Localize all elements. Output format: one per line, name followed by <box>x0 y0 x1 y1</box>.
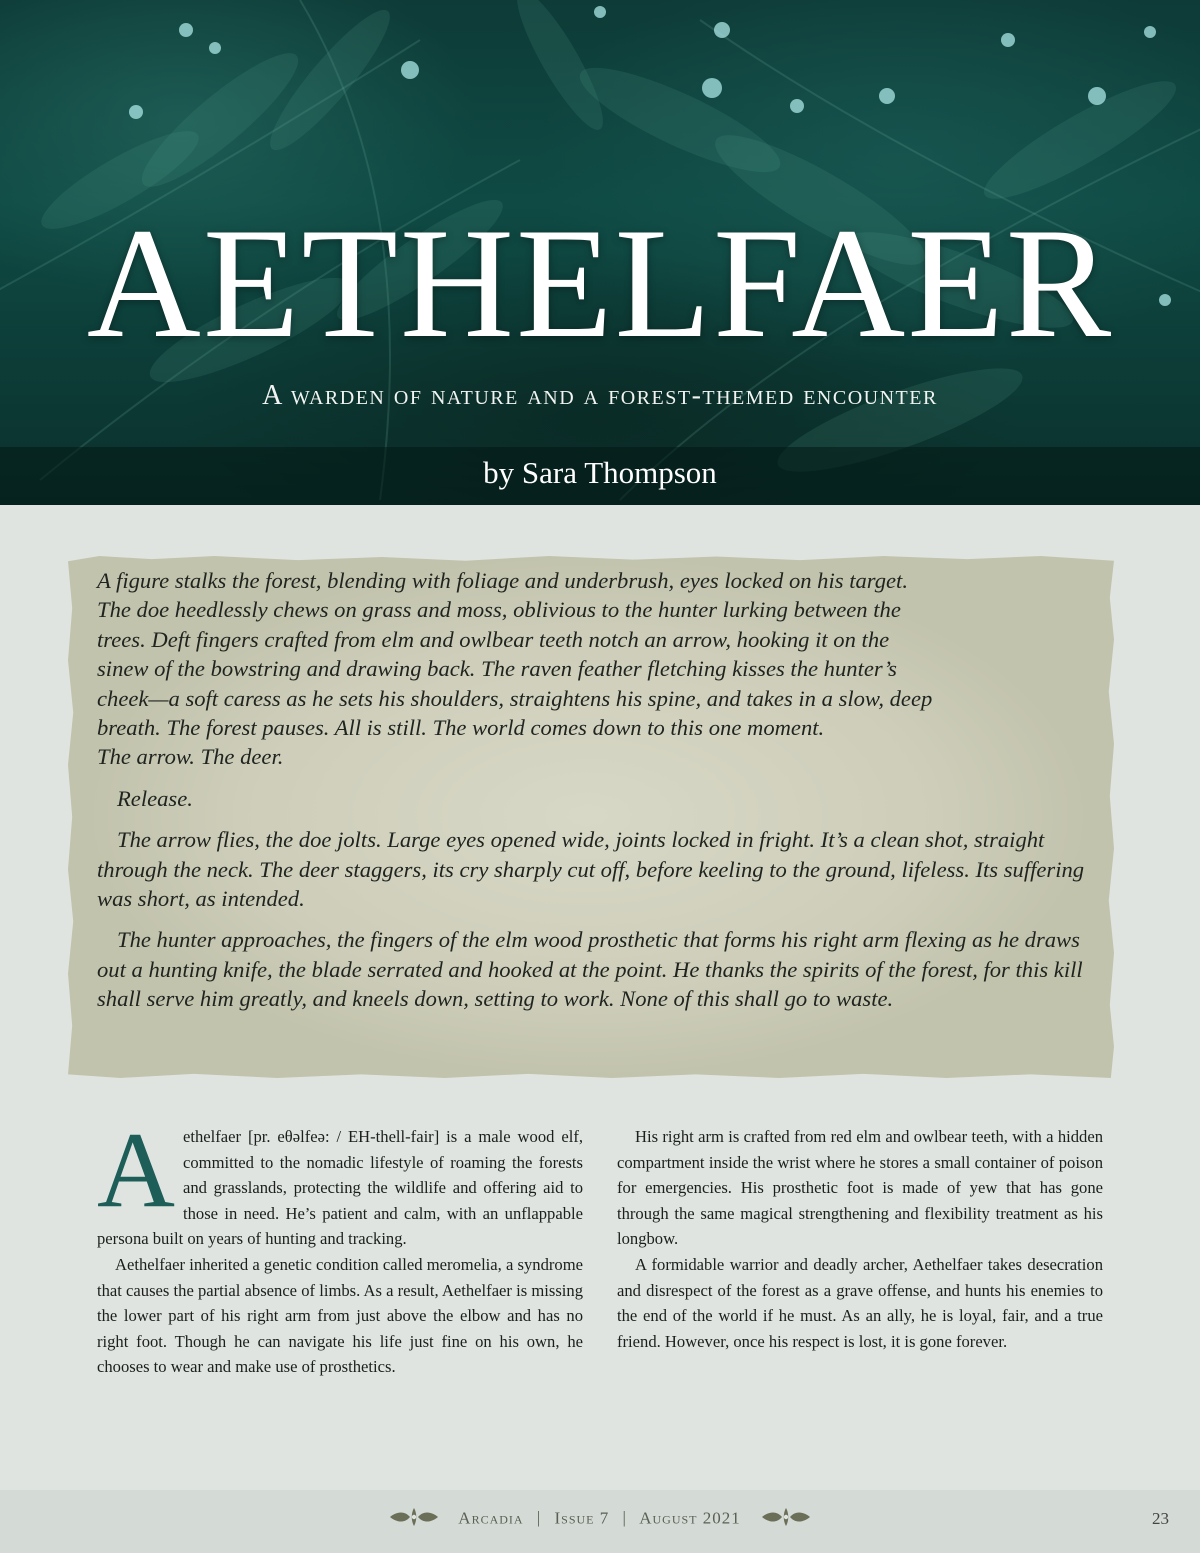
footer <box>0 1506 1200 1533</box>
drop-cap: A <box>97 1111 175 1230</box>
intro-line: breath. The forest pauses. All is still. The world comes down to this one moment. <box>97 715 825 741</box>
intro-text <box>97 566 1103 1014</box>
intro-line: sinew of the bowstring and drawing back. The raven feather fletching kisses the hunter’s <box>97 656 897 682</box>
body-column-left <box>97 1111 583 1380</box>
footer-date: August 2021 <box>639 1508 741 1528</box>
body-paragraph: A formidable warrior and deadly archer, Aethelfaer takes desecration and disrespect of the forest as a grave offense, and hunts his enemies to the end of the world if he must. As an ally, he is loyal, fair, and a true friend. However, once his respect is lost, it is gone forever. <box>617 1254 1103 1351</box>
intro-line: trees. Deft fingers crafted from elm and owlbear teeth notch an arrow, hooking it on the <box>97 626 890 652</box>
intro-paragraph: The arrow flies, the doe jolts. Large eyes opened wide, joints locked in fright. It’s a clean shot, straight through the neck. The deer staggers, its cry sharply cut off, before keeling to the ground, lifeless. Its suffering was short, as intended. <box>97 827 1085 912</box>
footer-magazine: Arcadia <box>458 1508 524 1528</box>
fleuron-icon <box>760 1506 812 1533</box>
article-subtitle: A warden of nature and a forest-themed encounter <box>262 380 938 411</box>
footer-separator: | <box>622 1508 627 1528</box>
body-column-right <box>617 1124 1103 1354</box>
intro-line: cheek—a soft caress as he sets his shoulders, straightens his spine, and takes in a slow, deep <box>97 685 933 711</box>
intro-line: The doe heedlessly chews on grass and moss, oblivious to the hunter lurking between the <box>97 597 901 623</box>
footer-separator: | <box>536 1508 542 1528</box>
intro-paragraph: The hunter approaches, the fingers of the elm wood prosthetic that forms his right arm flexing as he draws out a hunting knife, the blade serrated and hooked at the point. He thanks the spirits of the forest, for this kill shall serve him greatly, and kneels down, setting to work. None of this shall go to waste. <box>97 927 1083 1012</box>
hero-banner <box>0 0 1200 505</box>
intro-line: A figure stalks the forest, blending with foliage and underbrush, eyes locked on his target. <box>97 568 908 593</box>
footer-issue: Issue 7 <box>554 1508 610 1528</box>
body-paragraph <box>97 1111 583 1252</box>
body-paragraph: Aethelfaer inherited a genetic condition called meromelia, a syndrome that causes the partial absence of limbs. As a result, Aethelfaer is missing the lower part of his right arm from just above the elbow and has no right foot. Though he can navigate his life just fine on his own, he chooses to wear and make use of prosthetics. <box>97 1254 583 1377</box>
body-paragraph: His right arm is crafted from red elm and owlbear teeth, with a hidden compartment inside the wrist where he stores a small container of poison for emergencies. His prosthetic foot is made of yew that has gone through the same magical strengthening and flexibility treatment as his longbow. <box>617 1127 1103 1249</box>
page-number: 23 <box>1152 1509 1169 1528</box>
byline: by Sara Thompson <box>483 455 717 490</box>
body-paragraph-text: ethelfaer [pr. eθəlfeə: / EH-thell-fair] is a male wood elf, committed to the nomadic lifestyle of roaming the forests and grasslands, protecting the wildlife and offering aid to those in need. He’s patient and calm, with an unflappable persona built on years of hunting and tracking. <box>97 1127 583 1249</box>
intro-paragraph: Release. <box>117 785 193 811</box>
intro-paragraph <box>97 566 1103 772</box>
fleuron-icon <box>388 1506 440 1533</box>
article-title: AETHELFAER <box>86 196 1114 371</box>
intro-line: The arrow. The deer. <box>97 744 284 770</box>
